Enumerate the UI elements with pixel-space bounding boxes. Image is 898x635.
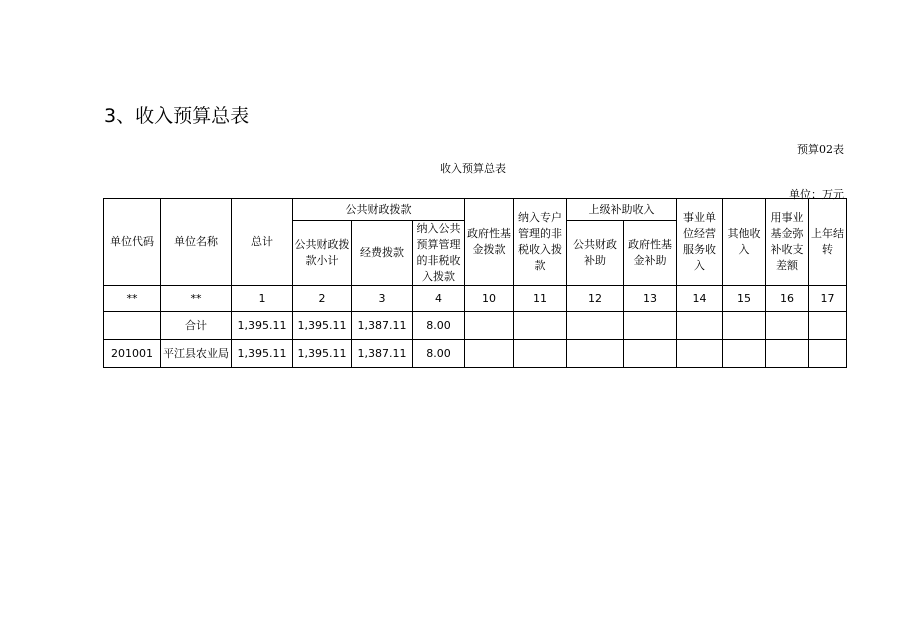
cell-total: 1,395.11 <box>232 312 293 340</box>
header-row-1 <box>104 199 847 221</box>
cell-empty <box>677 312 723 340</box>
header-unit-name: 单位名称 <box>161 199 232 286</box>
cell-nontax: 8.00 <box>413 340 465 368</box>
cell-operating: 1,387.11 <box>352 340 413 368</box>
cell-empty <box>723 340 766 368</box>
table-row <box>104 340 847 368</box>
index-cell: 3 <box>352 286 413 312</box>
header-fund-balance: 用事业基金弥补收支差额 <box>766 199 809 286</box>
cell-empty <box>514 312 567 340</box>
cell-name: 合计 <box>161 312 232 340</box>
cell-empty <box>624 340 677 368</box>
index-cell: 14 <box>677 286 723 312</box>
header-total: 总计 <box>232 199 293 286</box>
header-superior-gov-fund: 政府性基金补助 <box>624 221 677 286</box>
index-cell: ** <box>104 286 161 312</box>
index-cell: 11 <box>514 286 567 312</box>
header-superior-public: 公共财政补助 <box>567 221 624 286</box>
cell-nontax: 8.00 <box>413 312 465 340</box>
cell-empty <box>766 340 809 368</box>
header-other-income: 其他收入 <box>723 199 766 286</box>
cell-name: 平江县农业局 <box>161 340 232 368</box>
cell-empty <box>624 312 677 340</box>
cell-empty <box>465 340 514 368</box>
table-row-total <box>104 312 847 340</box>
header-superior-subsidy: 上级补助收入 <box>567 199 677 221</box>
index-cell: 16 <box>766 286 809 312</box>
cell-code <box>104 312 161 340</box>
cell-operating: 1,387.11 <box>352 312 413 340</box>
header-public-finance: 公共财政拨款 <box>293 199 465 221</box>
header-gov-fund: 政府性基金拨款 <box>465 199 514 286</box>
header-last-year-carryover: 上年结转 <box>809 199 847 286</box>
header-business-income: 事业单位经营服务收入 <box>677 199 723 286</box>
header-operating-funds: 经费拨款 <box>352 221 413 286</box>
page-heading: 3、收入预算总表 <box>104 105 250 127</box>
index-cell: 1 <box>232 286 293 312</box>
cell-code: 201001 <box>104 340 161 368</box>
budget-table <box>103 198 847 368</box>
cell-total: 1,395.11 <box>232 340 293 368</box>
index-cell: 17 <box>809 286 847 312</box>
form-number: 预算02表 <box>797 143 844 156</box>
cell-empty <box>809 312 847 340</box>
cell-empty <box>514 340 567 368</box>
cell-subtotal: 1,395.11 <box>293 340 352 368</box>
header-unit-code: 单位代码 <box>104 199 161 286</box>
index-cell: 13 <box>624 286 677 312</box>
header-nontax-budget: 纳入公共预算管理的非税收入拨款 <box>413 221 465 286</box>
cell-empty <box>677 340 723 368</box>
cell-empty <box>465 312 514 340</box>
cell-subtotal: 1,395.11 <box>293 312 352 340</box>
index-cell: 2 <box>293 286 352 312</box>
index-cell: 15 <box>723 286 766 312</box>
cell-empty <box>809 340 847 368</box>
cell-empty <box>567 340 624 368</box>
index-row <box>104 286 847 312</box>
cell-empty <box>723 312 766 340</box>
index-cell: 4 <box>413 286 465 312</box>
header-public-finance-subtotal: 公共财政拨款小计 <box>293 221 352 286</box>
header-special-nontax: 纳入专户管理的非税收入拨款 <box>514 199 567 286</box>
index-cell: 12 <box>567 286 624 312</box>
index-cell: ** <box>161 286 232 312</box>
table-caption: 收入预算总表 <box>440 162 506 175</box>
cell-empty <box>567 312 624 340</box>
index-cell: 10 <box>465 286 514 312</box>
unit-label: 单位：万元 <box>789 188 844 201</box>
cell-empty <box>766 312 809 340</box>
